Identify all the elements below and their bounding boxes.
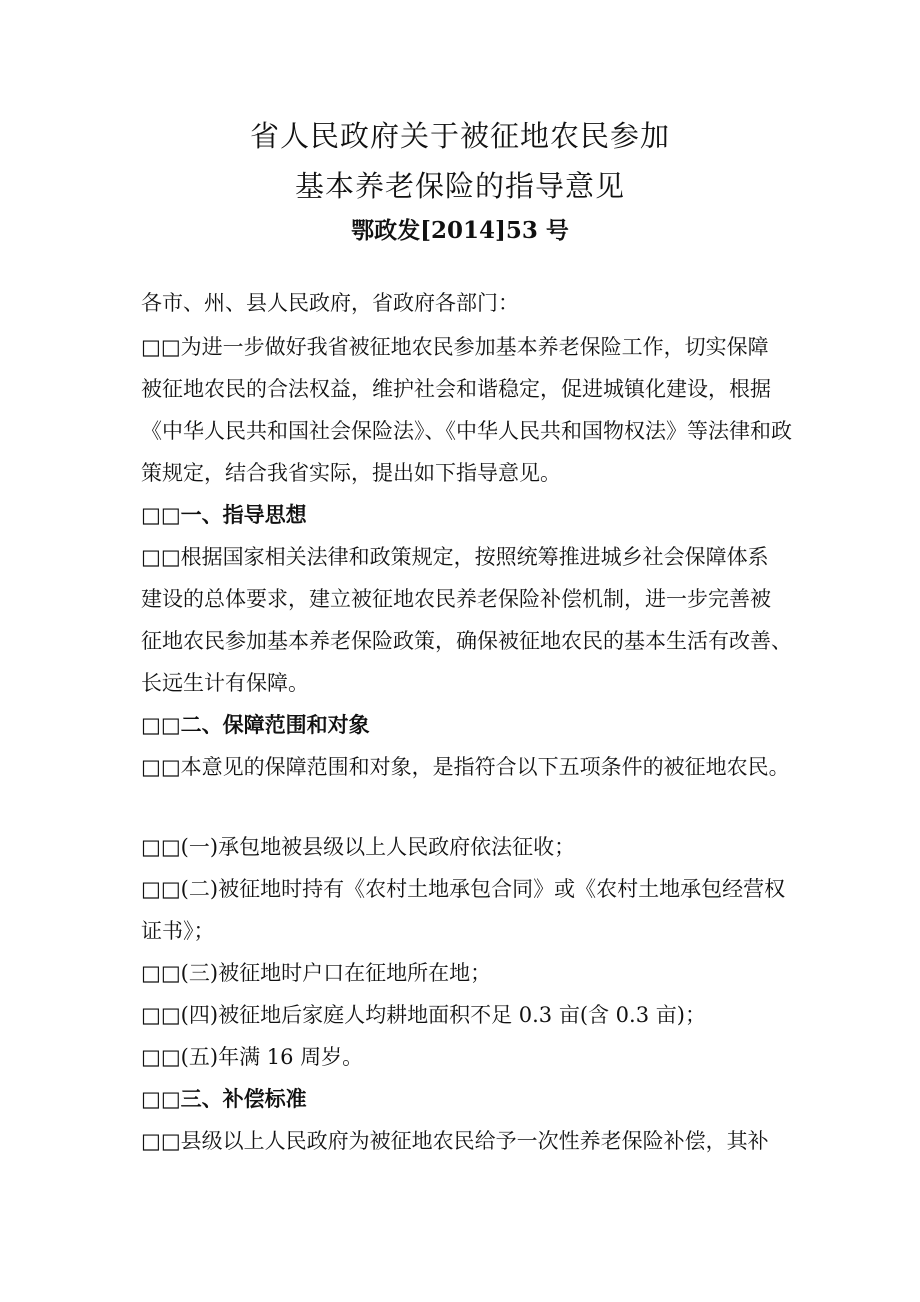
body-line: □□本意见的保障范围和对象，是指符合以下五项条件的被征地农民。 <box>141 755 790 779</box>
body-line: 建设的总体要求，建立被征地农民养老保险补偿机制，进一步完善被 <box>141 587 771 611</box>
list-item: □□(二)被征地时持有《农村土地承包合同》或《农村土地承包经营权 <box>141 877 786 901</box>
list-item: □□(三)被征地时户口在征地所在地； <box>141 961 492 985</box>
list-item: □□(一)承包地被县级以上人民政府依法征收； <box>141 835 576 859</box>
document-title-line-2: 基本养老保险的指导意见 <box>294 169 625 203</box>
list-item-continuation: 证书》； <box>141 919 215 943</box>
body-line-salutation: 各市、州、县人民政府，省政府各部门： <box>141 291 519 315</box>
list-item: □□(五)年满 16 周岁。 <box>141 1045 364 1069</box>
body-line: □□县级以上人民政府为被征地农民给予一次性养老保险补偿，其补 <box>141 1129 769 1153</box>
body-line: 《中华人民共和国社会保险法》、《中华人民共和国物权法》等法律和政 <box>141 419 792 443</box>
section-heading-3: □□三、补偿标准 <box>141 1086 307 1111</box>
body-line: 被征地农民的合法权益，维护社会和谐稳定，促进城镇化建设，根据 <box>141 377 771 401</box>
body-line: 策规定，结合我省实际，提出如下指导意见。 <box>141 461 561 485</box>
document-title-line-1: 省人民政府关于被征地农民参加 <box>249 119 670 153</box>
document-number: 鄂政发[2014]53 号 <box>351 217 569 244</box>
section-heading-2: □□二、保障范围和对象 <box>141 712 370 737</box>
body-line: □□为进一步做好我省被征地农民参加基本养老保险工作，切实保障 <box>141 335 769 359</box>
list-item: □□(四)被征地后家庭人均耕地面积不足 0.3 亩(含 0.3 亩)； <box>141 1003 706 1027</box>
body-line: 征地农民参加基本养老保险政策，确保被征地农民的基本生活有改善、 <box>141 629 792 653</box>
body-line: 长远生计有保障。 <box>141 671 309 695</box>
body-line: □□根据国家相关法律和政策规定，按照统筹推进城乡社会保障体系 <box>141 545 769 569</box>
section-heading-1: □□一、指导思想 <box>141 502 307 527</box>
